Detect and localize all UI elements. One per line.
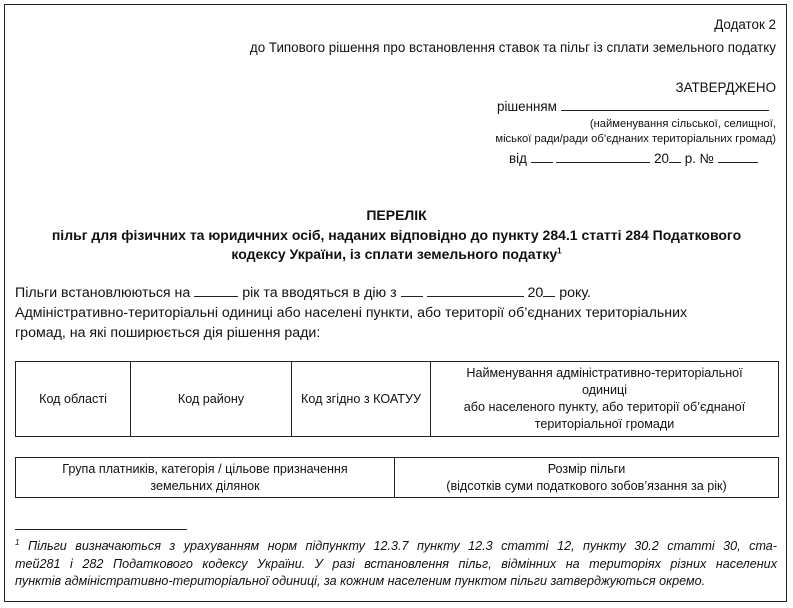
footnote-divider	[15, 529, 187, 530]
header-territory-name	[431, 362, 779, 437]
council-note-line2: міської ради/ради об’єднаних територіальних громад)	[495, 133, 776, 145]
header-koatuu-code: Код згідно з КОАТУУ	[292, 362, 431, 437]
decision-number-blank	[718, 161, 758, 163]
date-day-blank	[531, 161, 553, 163]
council-note-line1: (найменування сільської, селищної,	[589, 118, 776, 130]
decision-blank	[561, 109, 769, 111]
intro-line1	[15, 285, 591, 301]
appendix-number: Додаток 2	[714, 17, 776, 32]
benefit-size-line2: (відсотків суми податкового зобов’язання за рік)	[446, 478, 727, 493]
header-benefit-size	[395, 458, 779, 498]
footnote-line2: тей281 і 282 Податкового кодексу України. У разі встановлення пільг, відмінних на територіях різних населених	[15, 556, 777, 571]
territory-name-line3: або населеного пункту, або території об’єднаної	[463, 400, 746, 414]
header-district-code: Код району	[131, 362, 292, 437]
intro-year-blank	[194, 295, 238, 297]
date-month-blank	[556, 161, 650, 163]
territory-table	[15, 361, 779, 437]
territory-name-line4: територіальної громади	[534, 417, 675, 431]
footnote-text1: Пільги визначаються з урахуванням норм підпункту 12.3.7 пункту 12.3 статті 12, пункту 30.2 статті 30, ста-	[27, 539, 778, 554]
intro-line3: громад, на які поширюється дія рішення ради:	[15, 325, 321, 341]
header-payer-group	[16, 458, 395, 498]
payer-group-line1: Група платників, категорія / цільове призначення	[62, 461, 348, 476]
document-frame	[4, 4, 787, 602]
intro-year-prefix: 20	[527, 285, 544, 301]
territory-name-line2: одиниці	[581, 383, 628, 397]
document-subtitle-line2	[0, 246, 793, 262]
decision-date-line	[509, 151, 758, 166]
date-year-blank	[669, 161, 681, 163]
footnote-line1	[15, 534, 777, 556]
territory-name-line1: Найменування адміністративно-територіальної	[466, 366, 743, 380]
footnote-ref: 1	[557, 246, 562, 256]
decision-number-label: р. №	[684, 151, 715, 166]
document-subtitle-line1: пільг для фізичних та юридичних осіб, наданих відповідно до пункту 284.1 статті 284 Податкового	[51, 227, 742, 243]
benefit-table	[15, 457, 779, 498]
date-year-prefix: 20	[654, 151, 670, 166]
decision-label: рішенням	[497, 99, 557, 114]
intro-day-blank	[401, 295, 423, 297]
intro-year2-blank	[543, 295, 555, 297]
subtitle-text: кодексу України, із сплати земельного податку	[231, 246, 558, 262]
date-from-label: від	[509, 151, 527, 166]
footnote-mark: 1	[15, 538, 20, 547]
intro-start: Пільги встановлюються на	[15, 285, 191, 301]
decision-line	[497, 99, 769, 114]
payer-group-line2: земельних ділянок	[150, 478, 260, 493]
benefit-size-line1: Розмір пільги	[547, 461, 626, 476]
appendix-reference: до Типового рішення про встановлення ставок та пільг із сплати земельного податку	[249, 40, 776, 55]
intro-month-blank	[427, 295, 524, 297]
intro-line2: Адміністративно-територіальні одиниці або населені пункти, або території об’єднаних територіальних	[15, 305, 688, 321]
footnote-line3: пунктів адміністративно-територіальної одиниці, за кожним населеним пунктом пільги затверджуються окремо.	[15, 574, 706, 589]
header-region-code: Код області	[16, 362, 131, 437]
approved-stamp: ЗАТВЕРДЖЕНО	[675, 80, 776, 95]
intro-mid: рік та вводяться в дію з	[242, 285, 397, 301]
intro-end: року.	[559, 285, 591, 301]
document-title: ПЕРЕЛІК	[366, 207, 427, 223]
footnote	[15, 534, 777, 591]
